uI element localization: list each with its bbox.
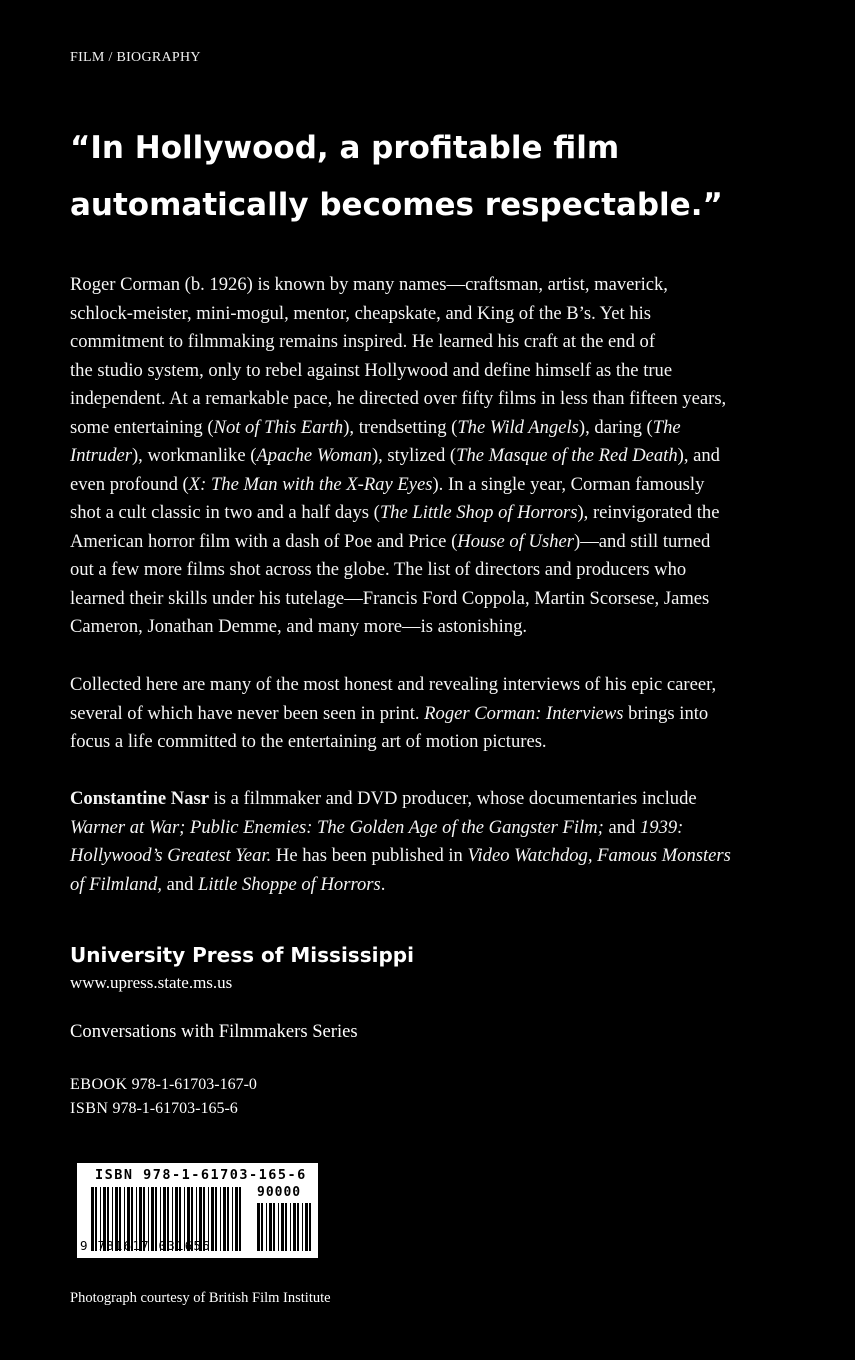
text-line (70, 499, 830, 528)
publication-title: of Filmland, (70, 873, 162, 895)
barcode-bar (215, 1187, 217, 1251)
text-line: Cameron, Jonathan Demme, and many more—is astonishing. (70, 616, 528, 637)
film-title: House of Usher (457, 530, 574, 552)
isbn-label: ISBN (70, 1100, 109, 1117)
text-line (70, 785, 830, 814)
text-run: several of which have never been seen in print. (70, 702, 425, 724)
publisher-url[interactable]: www.upress.state.ms.us (70, 973, 233, 992)
isbn-block (70, 1073, 257, 1121)
text-run: ), trendsetting ( (343, 416, 458, 438)
text-run: He has been published in (271, 845, 468, 866)
barcode-bar (235, 1187, 238, 1251)
text-line (70, 842, 830, 871)
barcode-bar (269, 1203, 272, 1251)
barcode-digits: 9 781617 031656 (80, 1238, 211, 1253)
text-line (70, 700, 830, 729)
text-line (70, 414, 830, 443)
barcode-price-code: 90000 (257, 1185, 302, 1200)
text-line: Roger Corman (b. 1926) is known by many names—craftsman, artist, maverick, (70, 274, 668, 295)
film-title: Not of This Earth (213, 416, 344, 438)
text-line: independent. At a remarkable pace, he directed over fifty films in less than fifteen years, (70, 388, 727, 409)
film-title: The Wild Angels (457, 416, 579, 438)
film-title: Warner at War; Public Enemies: The Golden Age of the Gangster Film; (70, 816, 604, 838)
text-run: and (603, 816, 640, 838)
text-line (70, 814, 830, 843)
barcode-bar (297, 1203, 299, 1251)
barcode-bar (257, 1203, 260, 1251)
text-line (70, 528, 830, 557)
text-run: American horror film with a dash of Poe and Price ( (70, 530, 458, 552)
film-title: The Masque of the Red Death (456, 445, 678, 466)
text-run: brings into (623, 702, 709, 724)
text-line: out a few more films shot across the globe. The list of directors and producers who (70, 559, 687, 580)
text-line: focus a life committed to the entertaining art of motion pictures. (70, 731, 547, 752)
barcode-bar (285, 1203, 287, 1251)
print-isbn (70, 1097, 257, 1121)
text-run: . (380, 873, 386, 895)
text-line: learned their skills under his tutelage—Francis Ford Coppola, Martin Scorsese, James (70, 587, 710, 609)
text-run: and (161, 873, 199, 895)
ebook-label: EBOOK (70, 1076, 128, 1093)
pull-quote-line: “In Hollywood, a profitable film (70, 130, 620, 166)
barcode-bar (232, 1187, 233, 1251)
publication-title: Video Watchdog, Famous Monsters (467, 845, 731, 866)
text-line (70, 442, 830, 471)
text-run: ), daring ( (578, 416, 653, 438)
barcode-bar (305, 1203, 308, 1251)
text-run: ). In a single year, Corman famously (432, 473, 705, 495)
film-title: Hollywood’s Greatest Year. (70, 845, 272, 866)
text-run: shot a cult classic in two and a half days ( (70, 502, 380, 523)
text-line (70, 471, 830, 500)
film-title: Intruder (70, 445, 132, 466)
barcode-bar (211, 1187, 214, 1251)
publisher-name: University Press of Mississippi (70, 943, 414, 967)
pull-quote (70, 120, 830, 234)
text-run: ), workmanlike ( (131, 445, 257, 466)
text-run: some entertaining ( (70, 416, 214, 438)
series-name: Conversations with Filmmakers Series (70, 1021, 358, 1042)
barcode (77, 1163, 318, 1258)
photo-credit: Photograph courtesy of British Film Institute (70, 1290, 331, 1306)
film-title: The (652, 416, 681, 438)
film-title: Apache Woman (256, 445, 372, 466)
film-title: The Little Shop of Horrors (379, 502, 578, 523)
text-line: Collected here are many of the most honest and revealing interviews of his epic career, (70, 674, 717, 695)
barcode-bar (302, 1203, 303, 1251)
barcode-bar (220, 1187, 221, 1251)
text-run: ), and (677, 445, 720, 466)
author-name: Constantine Nasr (70, 788, 209, 809)
ebook-number: 978-1-61703-167-0 (131, 1076, 257, 1093)
text-run: is a filmmaker and DVD producer, whose documentaries include (208, 788, 697, 809)
ebook-isbn (70, 1073, 257, 1097)
barcode-bar (227, 1187, 229, 1251)
barcode-bar (239, 1187, 241, 1251)
text-line (70, 871, 830, 900)
barcode-bar (281, 1203, 284, 1251)
collection-paragraph (70, 671, 830, 757)
text-run: ), stylized ( (371, 445, 457, 466)
barcode-bar (290, 1203, 291, 1251)
author-bio (70, 785, 830, 899)
barcode-bar (261, 1203, 263, 1251)
publication-title: Little Shoppe of Horrors (198, 873, 381, 895)
barcode-bar (278, 1203, 279, 1251)
book-title: Roger Corman: Interviews (424, 702, 624, 724)
text-line: the studio system, only to rebel against Hollywood and define himself as the true (70, 359, 673, 381)
barcode-bar (293, 1203, 296, 1251)
film-title: 1939: (639, 816, 684, 838)
barcode-bar (273, 1203, 275, 1251)
text-run: ), reinvigorated the (577, 502, 720, 523)
barcode-isbn-text: ISBN 978-1-61703-165-6 (95, 1167, 307, 1183)
category-label: FILM / BIOGRAPHY (70, 50, 201, 65)
text-line: schlock-meister, mini-mogul, mentor, cheapskate, and King of the B’s. Yet his (70, 302, 652, 324)
isbn-number: 978-1-61703-165-6 (112, 1100, 238, 1117)
film-title: X: The Man with the X-Ray Eyes (188, 473, 433, 495)
text-line: commitment to filmmaking remains inspired. He learned his craft at the end of (70, 331, 656, 352)
text-run: even profound ( (70, 473, 189, 495)
barcode-bar (266, 1203, 267, 1251)
barcode-bar (223, 1187, 226, 1251)
barcode-bar (309, 1203, 311, 1251)
pull-quote-line: automatically becomes respectable.” (70, 187, 723, 223)
description-paragraph (70, 271, 830, 642)
text-run: )—and still turned (574, 530, 711, 552)
